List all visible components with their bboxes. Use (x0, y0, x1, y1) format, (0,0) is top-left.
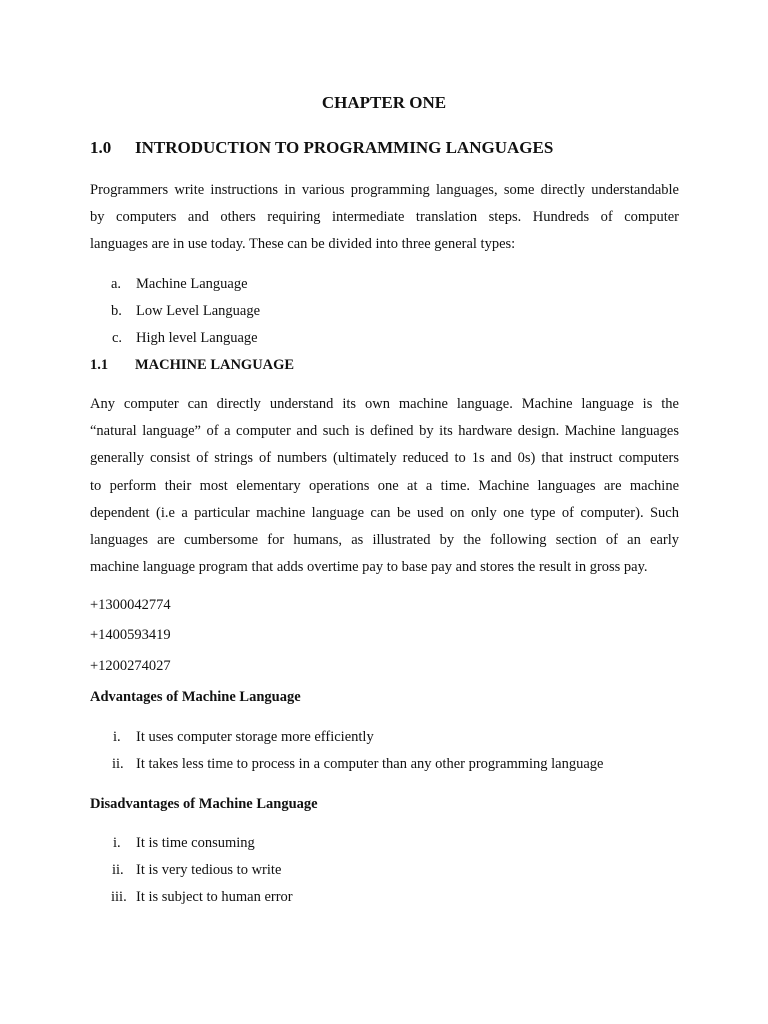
intro-paragraph (90, 177, 679, 259)
paragraph-line: to perform their most elementary operations one at a time. Machine languages are machine (90, 477, 679, 494)
section-title-intro: INTRODUCTION TO PROGRAMMING LANGUAGES (135, 138, 554, 157)
paragraph-line: Any computer can directly understand its own machine language. Machine language is the (90, 396, 679, 412)
list-marker: a. (111, 276, 122, 292)
section-number-1-0: 1.0 (90, 138, 112, 157)
machine-code-line: +1400593419 (90, 627, 171, 643)
paragraph-line: languages are cumbersome for humans, as illustrated by the following section of an early (90, 531, 679, 548)
list-marker: b. (111, 303, 122, 319)
list-marker: i. (113, 835, 121, 851)
machine-code-line: +1200274027 (90, 658, 171, 674)
disadvantage-item: It is subject to human error (136, 889, 293, 905)
list-item-machine-language: Machine Language (136, 276, 248, 292)
list-marker: ii. (112, 756, 124, 772)
machine-code-line: +1300042774 (90, 597, 171, 613)
section-number-1-1: 1.1 (90, 357, 109, 373)
paragraph-line: dependent (i.e a particular machine language can be used on only one type of computer). Such (90, 504, 679, 521)
list-marker: iii. (111, 889, 127, 905)
advantages-heading: Advantages of Machine Language (90, 689, 301, 705)
list-item-high-level-language: High level Language (136, 330, 258, 346)
paragraph-line: machine language program that adds overtime pay to base pay and stores the result in gross pay. (90, 559, 648, 576)
paragraph-line: languages are in use today. These can be divided into three general types: (90, 236, 516, 253)
chapter-title: CHAPTER ONE (321, 93, 447, 112)
advantage-item: It uses computer storage more efficiently (136, 729, 374, 745)
disadvantage-item: It is very tedious to write (136, 862, 282, 878)
advantage-item: It takes less time to process in a computer than any other programming language (136, 756, 604, 772)
disadvantage-item: It is time consuming (136, 835, 255, 851)
paragraph-line: Programmers write instructions in various programming languages, some directly understandable (90, 182, 679, 198)
paragraph-line: “natural language” of a computer and such is defined by its hardware design. Machine languages (90, 423, 679, 440)
list-marker: c. (112, 330, 123, 346)
list-item-low-level-language: Low Level Language (136, 303, 261, 319)
paragraph-line: by computers and others requiring intermediate translation steps. Hundreds of computer (90, 209, 679, 226)
paragraph-line: generally consist of strings of numbers (ultimately reduced to 1s and 0s) that instruct computers (90, 450, 679, 467)
disadvantages-heading: Disadvantages of Machine Language (90, 796, 318, 812)
section-title-machine-language: MACHINE LANGUAGE (135, 357, 295, 373)
list-marker: i. (113, 729, 121, 745)
list-marker: ii. (112, 862, 124, 878)
machine-language-paragraph (90, 391, 679, 581)
